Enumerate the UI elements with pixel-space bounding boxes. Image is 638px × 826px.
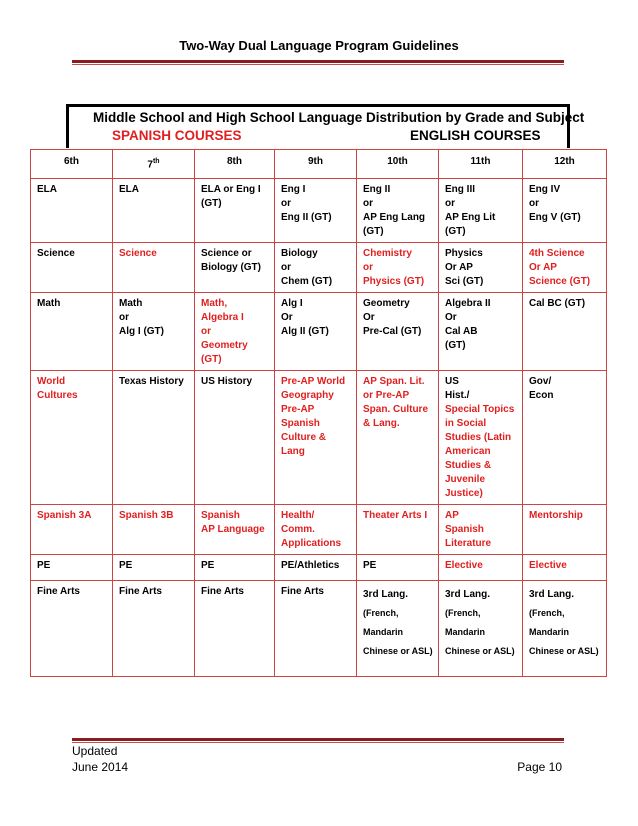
course-cell — [439, 555, 523, 581]
course-cell — [357, 371, 439, 505]
course-text-line: Or AP — [445, 262, 473, 273]
course-text-line: Literature — [445, 538, 492, 549]
course-text-line: Alg I (GT) — [119, 326, 164, 337]
grade-label: 6th — [64, 156, 79, 167]
course-cell — [195, 555, 275, 581]
course-text-line: Algebra I — [201, 312, 244, 323]
course-text-line: Algebra II — [445, 298, 491, 309]
course-text-line: AP Language — [201, 524, 265, 535]
grade-header-row — [31, 150, 607, 179]
grade-header-cell — [113, 150, 195, 179]
course-text-line: Geometry — [201, 340, 248, 351]
course-cell — [31, 179, 113, 243]
course-cell — [195, 293, 275, 371]
course-text-line: 3rd Lang. — [445, 589, 491, 600]
course-cell — [439, 243, 523, 293]
course-text-line: Spanish — [281, 418, 320, 429]
course-text-line: PE — [363, 560, 377, 571]
course-text-line: Physics — [445, 248, 483, 259]
grade-header-cell — [439, 150, 523, 179]
course-cell — [195, 243, 275, 293]
course-text-line: (GT) — [201, 354, 222, 365]
course-text-line: Texas History — [119, 376, 184, 387]
course-text-line: & Lang. — [363, 418, 400, 429]
footer-rule — [72, 738, 564, 741]
course-cell — [31, 243, 113, 293]
course-text-line: Spanish 3B — [119, 510, 174, 521]
course-text-line: Biology (GT) — [201, 262, 261, 273]
footer-updated: Updated — [72, 744, 118, 758]
course-text-line-spanish: Juvenile — [445, 474, 486, 485]
course-text-line: Cultures — [37, 390, 78, 401]
grade-label: 7 — [147, 159, 153, 171]
course-cell — [439, 371, 523, 505]
course-text-line: (GT) — [201, 198, 222, 209]
course-cell — [113, 179, 195, 243]
course-text-line: Math — [119, 298, 143, 309]
course-text-line: Pre-AP — [281, 404, 315, 415]
course-text-line: Mandarin — [363, 627, 404, 637]
subject-row — [31, 179, 607, 243]
course-cell — [31, 581, 113, 677]
course-text-line: Mandarin — [529, 627, 570, 637]
course-cell — [31, 293, 113, 371]
language-distribution-table — [30, 149, 607, 677]
course-text-line: PE — [201, 560, 215, 571]
subject-row — [31, 293, 607, 371]
course-text-line: Geography — [281, 390, 334, 401]
course-text-line: Eng IV — [529, 184, 561, 195]
course-text-line: or Pre-AP — [363, 390, 410, 401]
course-text-line: ELA — [37, 184, 57, 195]
footer-rule-thin — [72, 742, 564, 743]
course-text-line: Math — [37, 298, 61, 309]
course-cell — [275, 179, 357, 243]
course-cell — [357, 179, 439, 243]
course-text-line: Pre-Cal (GT) — [363, 326, 422, 337]
subject-row — [31, 505, 607, 555]
course-text-line: or — [281, 262, 291, 273]
course-cell — [357, 555, 439, 581]
course-cell — [195, 581, 275, 677]
course-text-line: ELA — [119, 184, 139, 195]
grade-header-cell — [31, 150, 113, 179]
course-text-line: Elective — [529, 560, 567, 571]
course-cell — [195, 371, 275, 505]
footer-date: June 2014 — [72, 760, 129, 774]
course-text-line: Physics (GT) — [363, 276, 425, 287]
course-cell — [275, 505, 357, 555]
course-text-line-spanish: American — [445, 446, 491, 457]
course-text-line: Chinese or ASL) — [363, 646, 433, 656]
course-text-line: Eng II (GT) — [281, 212, 332, 223]
course-text-line: Or — [281, 312, 293, 323]
course-text-line: Chemistry — [363, 248, 412, 259]
course-cell — [113, 505, 195, 555]
course-text-line: Science — [37, 248, 75, 259]
header-rule-thin — [72, 64, 564, 65]
course-text-line: Applications — [281, 538, 342, 549]
course-text-line: (French, — [445, 608, 481, 618]
course-cell — [275, 581, 357, 677]
course-text-line: Chem (GT) — [281, 276, 333, 287]
course-text-line: World — [37, 376, 66, 387]
course-text-line: PE — [37, 560, 51, 571]
subject-row — [31, 243, 607, 293]
course-text-line: Or — [363, 312, 375, 323]
grade-header-cell — [357, 150, 439, 179]
subject-row — [31, 581, 607, 677]
english-courses-label: ENGLISH COURSES — [410, 128, 541, 143]
course-text-line: Science — [119, 248, 157, 259]
grade-label: 9th — [308, 156, 323, 167]
course-text-line: Health/ — [281, 510, 315, 521]
course-cell — [113, 581, 195, 677]
course-cell — [113, 555, 195, 581]
course-text-line: Sci (GT) — [445, 276, 484, 287]
course-text-line-spanish: Justice) — [445, 488, 483, 499]
course-text-line: (GT) — [363, 226, 384, 237]
course-text-line: Eng V (GT) — [529, 212, 581, 223]
course-text-line: (French, — [529, 608, 565, 618]
course-text-line: Eng I — [281, 184, 306, 195]
course-text-line: Cal AB — [445, 326, 478, 337]
course-text-line: Econ — [529, 390, 554, 401]
course-text-line: AP Eng Lit (GT) — [445, 212, 496, 237]
course-text-line: or — [119, 312, 129, 323]
course-text-line: Biology — [281, 248, 318, 259]
course-cell — [523, 371, 607, 505]
course-text-line: Hist./ — [445, 390, 470, 401]
course-text-line: ELA or Eng I — [201, 184, 261, 195]
course-text-line: Eng III — [445, 184, 475, 195]
course-text-line: Mandarin — [445, 627, 486, 637]
course-text-line: Fine Arts — [119, 586, 162, 597]
course-text-line: Science or — [201, 248, 252, 259]
course-cell — [523, 243, 607, 293]
course-text-line: Theater Arts I — [363, 510, 428, 521]
subject-row — [31, 555, 607, 581]
course-text-line: US History — [201, 376, 253, 387]
grade-header-cell — [275, 150, 357, 179]
course-text-line: PE/Athletics — [281, 560, 340, 571]
course-cell — [523, 179, 607, 243]
course-text-line: or — [529, 198, 539, 209]
course-text-line: AP Span. Lit. — [363, 376, 425, 387]
course-text-line: or — [363, 262, 373, 273]
course-text-line: 3rd Lang. — [529, 589, 575, 600]
course-cell — [31, 371, 113, 505]
grade-label: 8th — [227, 156, 242, 167]
subject-row — [31, 371, 607, 505]
course-text-line: Math, — [201, 298, 228, 309]
course-text-line: US — [445, 376, 459, 387]
course-text-line: Span. Culture — [363, 404, 429, 415]
course-cell — [31, 505, 113, 555]
course-text-line: Spanish — [201, 510, 240, 521]
spanish-courses-label: SPANISH COURSES — [112, 128, 242, 143]
grade-header-cell — [523, 150, 607, 179]
course-cell — [523, 293, 607, 371]
course-text-line: Or — [445, 312, 457, 323]
grade-header-cell — [195, 150, 275, 179]
course-text-line: (GT) — [445, 340, 466, 351]
course-text-line: Fine Arts — [37, 586, 80, 597]
grade-label-superscript: th — [152, 158, 160, 165]
course-text-line: Science (GT) — [529, 276, 591, 287]
course-cell — [523, 505, 607, 555]
course-cell — [439, 293, 523, 371]
header-rule — [72, 60, 564, 63]
course-text-line: or — [201, 326, 211, 337]
course-cell — [357, 505, 439, 555]
course-text-line: PE — [119, 560, 133, 571]
course-cell — [113, 243, 195, 293]
course-text-line: Fine Arts — [201, 586, 244, 597]
course-cell — [31, 555, 113, 581]
course-text-line: (French, — [363, 608, 399, 618]
page-header-title: Two-Way Dual Language Program Guidelines — [179, 38, 459, 53]
course-text-line: AP — [445, 510, 459, 521]
course-text-line: 4th Science — [529, 248, 585, 259]
course-text-line: Eng II — [363, 184, 391, 195]
course-text-line: Pre-AP World — [281, 376, 346, 387]
course-cell — [439, 179, 523, 243]
course-cell — [523, 581, 607, 677]
course-text-line: Chinese or ASL) — [445, 646, 515, 656]
course-text-line: or — [363, 198, 373, 209]
course-cell — [275, 293, 357, 371]
course-text-line: Or AP — [529, 262, 557, 273]
course-cell — [195, 179, 275, 243]
course-text-line: Spanish 3A — [37, 510, 92, 521]
course-cell — [195, 505, 275, 555]
course-text-line: Elective — [445, 560, 483, 571]
grade-label: 11th — [470, 156, 491, 167]
grade-label: 10th — [387, 156, 408, 167]
course-text-line: Spanish — [445, 524, 484, 535]
course-text-line-spanish: Studies & — [445, 460, 492, 471]
course-cell — [523, 555, 607, 581]
course-text-line: or — [281, 198, 291, 209]
course-text-line: Alg I — [281, 298, 303, 309]
course-text-line-spanish: Special Topics — [445, 404, 515, 415]
course-text-line: Cal BC (GT) — [529, 298, 586, 309]
table-title: Middle School and High School Language Distribution by Grade and Subject — [93, 110, 585, 125]
course-cell — [357, 293, 439, 371]
grade-label: 12th — [554, 156, 575, 167]
course-text-line: Fine Arts — [281, 586, 324, 597]
course-cell — [275, 243, 357, 293]
course-cell — [357, 581, 439, 677]
course-cell — [275, 371, 357, 505]
course-cell — [357, 243, 439, 293]
course-text-line: 3rd Lang. — [363, 589, 409, 600]
course-text-line: or — [445, 198, 455, 209]
footer-page-number: Page 10 — [517, 760, 562, 774]
course-text-line: Alg II (GT) — [281, 326, 329, 337]
course-cell — [439, 581, 523, 677]
course-text-line-spanish: Studies (Latin — [445, 432, 512, 443]
course-cell — [113, 371, 195, 505]
table-body — [31, 150, 607, 677]
course-text-line: Geometry — [363, 298, 410, 309]
course-text-line: AP Eng Lang — [363, 212, 426, 223]
course-text-line-spanish: in Social — [445, 418, 487, 429]
course-text-line: Mentorship — [529, 510, 583, 521]
course-text-line: Chinese or ASL) — [529, 646, 599, 656]
course-text-line: Gov/ — [529, 376, 552, 387]
course-text-line: Culture & Lang — [281, 432, 326, 457]
course-cell — [113, 293, 195, 371]
course-text-line: Comm. — [281, 524, 315, 535]
course-cell — [439, 505, 523, 555]
course-cell — [275, 555, 357, 581]
